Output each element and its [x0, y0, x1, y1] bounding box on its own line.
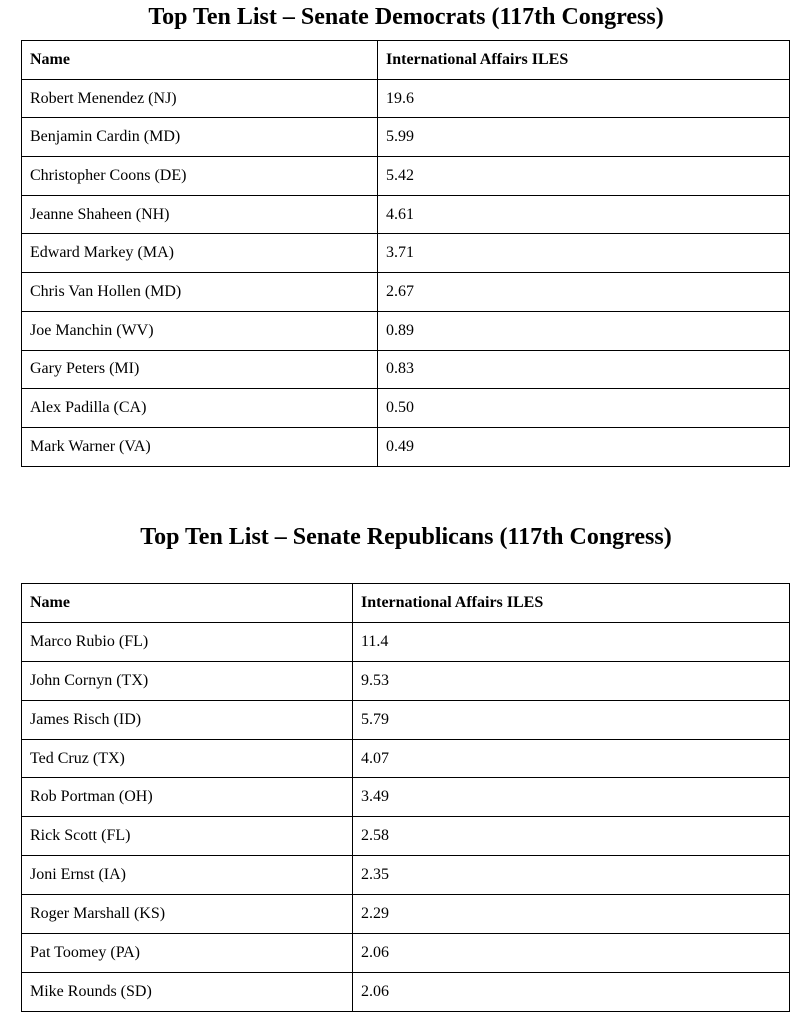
- senator-name-cell: John Cornyn (TX): [22, 661, 353, 700]
- table-row: [22, 79, 790, 118]
- table-row: [22, 817, 790, 856]
- column-header-name: Name: [22, 584, 353, 623]
- democrats-table-body: [22, 79, 790, 466]
- table-row: [22, 427, 790, 466]
- senator-name-cell: Alex Padilla (CA): [22, 389, 378, 428]
- senator-name-cell: Pat Toomey (PA): [22, 934, 353, 973]
- table-row: [22, 972, 790, 1011]
- senator-name-cell: Chris Van Hollen (MD): [22, 273, 378, 312]
- iles-score-cell: 5.79: [353, 700, 790, 739]
- iles-score-cell: 9.53: [353, 661, 790, 700]
- iles-score-cell: 2.67: [378, 273, 790, 312]
- iles-score-cell: 5.99: [378, 118, 790, 157]
- table-row: [22, 350, 790, 389]
- table-row: [22, 195, 790, 234]
- senator-name-cell: Edward Markey (MA): [22, 234, 378, 273]
- republicans-table-title: Top Ten List – Senate Republicans (117th Congress): [140, 524, 672, 550]
- column-header-score: International Affairs ILES: [353, 584, 790, 623]
- iles-score-cell: 2.58: [353, 817, 790, 856]
- table-row: [22, 934, 790, 973]
- iles-score-cell: 2.35: [353, 856, 790, 895]
- iles-score-cell: 5.42: [378, 157, 790, 196]
- iles-score-cell: 0.83: [378, 350, 790, 389]
- senator-name-cell: Joe Manchin (WV): [22, 311, 378, 350]
- senator-name-cell: Robert Menendez (NJ): [22, 79, 378, 118]
- senator-name-cell: Roger Marshall (KS): [22, 895, 353, 934]
- senator-name-cell: Rob Portman (OH): [22, 778, 353, 817]
- table-row: [22, 856, 790, 895]
- senator-name-cell: Christopher Coons (DE): [22, 157, 378, 196]
- iles-score-cell: 0.89: [378, 311, 790, 350]
- table-row: [22, 661, 790, 700]
- table-row: [22, 739, 790, 778]
- senator-name-cell: Ted Cruz (TX): [22, 739, 353, 778]
- table-row: [22, 778, 790, 817]
- republicans-table-body: [22, 622, 790, 1011]
- table-header-row: [22, 41, 790, 80]
- democrats-ranking-table: [21, 40, 790, 467]
- iles-score-cell: 2.06: [353, 934, 790, 973]
- iles-score-cell: 2.29: [353, 895, 790, 934]
- democrats-table-title: Top Ten List – Senate Democrats (117th Congress): [148, 4, 664, 30]
- senator-name-cell: Marco Rubio (FL): [22, 622, 353, 661]
- table-row: [22, 234, 790, 273]
- republicans-ranking-table: [21, 583, 790, 1012]
- iles-score-cell: 0.49: [378, 427, 790, 466]
- table-row: [22, 311, 790, 350]
- iles-score-cell: 3.71: [378, 234, 790, 273]
- table-row: [22, 700, 790, 739]
- table-row: [22, 118, 790, 157]
- senator-name-cell: Rick Scott (FL): [22, 817, 353, 856]
- table-row: [22, 273, 790, 312]
- senator-name-cell: Benjamin Cardin (MD): [22, 118, 378, 157]
- iles-score-cell: 11.4: [353, 622, 790, 661]
- senator-name-cell: Joni Ernst (IA): [22, 856, 353, 895]
- iles-score-cell: 19.6: [378, 79, 790, 118]
- table-header-row: [22, 584, 790, 623]
- iles-score-cell: 2.06: [353, 972, 790, 1011]
- iles-score-cell: 4.07: [353, 739, 790, 778]
- table-row: [22, 895, 790, 934]
- column-header-name: Name: [22, 41, 378, 80]
- senator-name-cell: Jeanne Shaheen (NH): [22, 195, 378, 234]
- senator-name-cell: James Risch (ID): [22, 700, 353, 739]
- column-header-score: International Affairs ILES: [378, 41, 790, 80]
- table-row: [22, 389, 790, 428]
- senator-name-cell: Gary Peters (MI): [22, 350, 378, 389]
- iles-score-cell: 3.49: [353, 778, 790, 817]
- senator-name-cell: Mark Warner (VA): [22, 427, 378, 466]
- table-row: [22, 622, 790, 661]
- senator-name-cell: Mike Rounds (SD): [22, 972, 353, 1011]
- table-row: [22, 157, 790, 196]
- iles-score-cell: 4.61: [378, 195, 790, 234]
- iles-score-cell: 0.50: [378, 389, 790, 428]
